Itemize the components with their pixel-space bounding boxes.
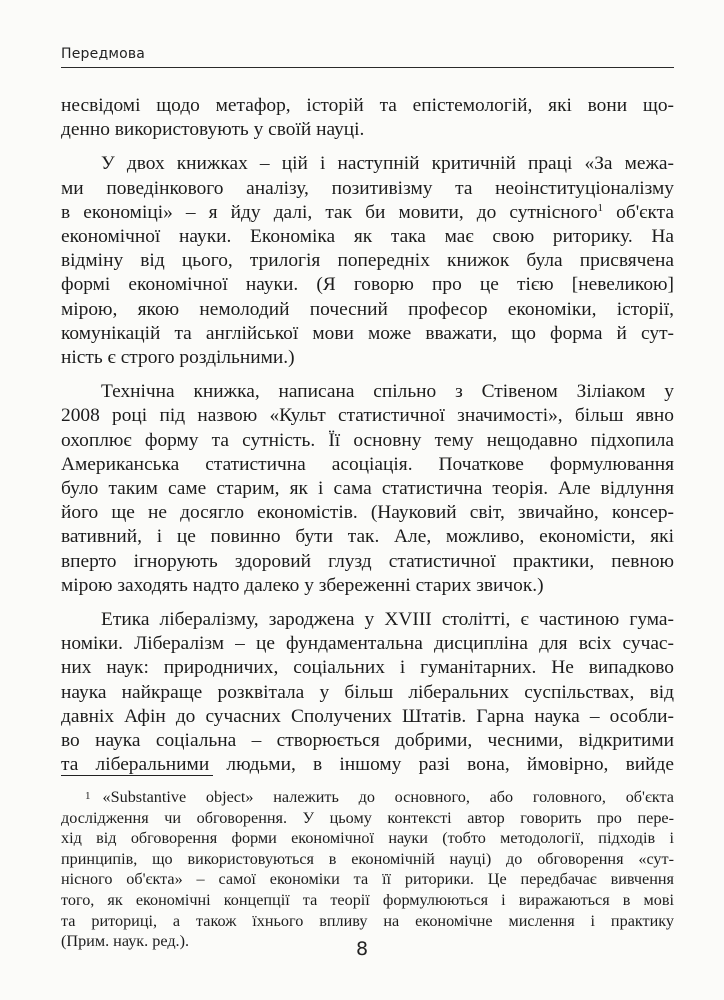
text-line: та ліберальними людьми, в іншому разі вона, ймовірно, вийде xyxy=(61,754,674,776)
text-line: наука найкраще розквітала у більш ліберальних суспільствах, від xyxy=(61,681,674,703)
footnote-line: принципів, що використовуються в економічній науці) до обговорення «сут- xyxy=(61,849,674,868)
footnote-line xyxy=(61,786,674,808)
text-line: вперто ігнорують здоровий глузд статистичної практики, певною xyxy=(61,550,674,572)
line-tail: об'єкта xyxy=(603,201,674,223)
footnote-line-text: «Substantive object» належить до основного, або головного, об'єкта xyxy=(102,788,674,806)
text-line: давніх Афін до сучасних Сполучених Штатів. Гарна наука – особли- xyxy=(61,705,674,727)
text-line: номіки. Лібералізм – це фундаментальна дисципліна для всіх сучас- xyxy=(61,633,674,655)
paragraph-1 xyxy=(61,94,674,142)
text-line: ність є строго роздільними.) xyxy=(61,347,295,369)
footnote-reference[interactable]: 1 xyxy=(597,201,604,214)
footnote-line: нісного об'єкта» – самої економіки та її риторики. Це передбачає вивчення xyxy=(61,870,674,889)
text-line: його ще не досягло економістів. (Науковий світ, звичайно, консер- xyxy=(61,502,674,524)
text-line: формі економічної науки. (Я говорю про це тією [невеликою] xyxy=(61,274,674,296)
text-line: У двох книжках – цій і наступній критичній праці «За межа- xyxy=(101,153,674,175)
footnote-line: (Прим. наук. ред.). xyxy=(61,932,190,951)
paragraph-4 xyxy=(61,608,674,777)
footnote-mark: 1 xyxy=(85,790,91,802)
text-line: мірою заходять надто далеко у збереженні старих звичок.) xyxy=(61,574,544,596)
text-line: несвідомі щодо метафор, історій та епістемологій, які вони що- xyxy=(61,95,674,116)
text-line: Американська статистична асоціація. Початкове формулювання xyxy=(61,453,674,475)
header-rule xyxy=(61,67,674,68)
footnote-separator xyxy=(61,775,213,776)
text-line: во наука соціальна – створюється добрими, чесними, відкритими xyxy=(61,730,674,752)
text-line: економічної науки. Економіка як така має свою риторику. На xyxy=(61,226,674,248)
text-line: відміну від цього, трилогія попередніх книжок була присвячена xyxy=(61,250,674,272)
footnote-line: дослідження чи обговорення. У цьому контексті автор говорить про пере- xyxy=(61,808,674,827)
text-line: Технічна книжка, написана спільно з Стівеном Зіліаком у xyxy=(101,381,674,403)
footnote-line: того, як економічні концепції та теорії формулюються і виражаються в мові xyxy=(61,890,674,909)
footnote xyxy=(61,786,674,952)
footnote-line: та риториці, а також їхнього впливу на економічне мислення і практику xyxy=(61,911,674,930)
text-line: охоплює форму та сутність. Її основну тему нещодавно підхопила xyxy=(61,429,674,451)
text-line: ми поведінкового аналізу, позитивізму та неоінституціоналізму xyxy=(61,177,674,199)
text-line: них наук: природничих, соціальних і гуманітарних. Не випадково xyxy=(61,657,674,679)
text-line: мірою, якою немолодий почесний професор економіки, історії, xyxy=(61,298,674,320)
text-line: вативний, і це повинно бути так. Але, можливо, економісти, які xyxy=(61,526,674,548)
text-line: Етика лібералізму, зароджена у XVIII столітті, є частиною гума- xyxy=(101,609,674,631)
text-line: комунікацій та англійської мови може вважати, що форма й сут- xyxy=(61,322,674,344)
text-line: було таким саме старим, як і сама статистична теорія. Але відлуння xyxy=(61,478,674,500)
line-head: в економіці» – я йду далі, так би мовити, до сутнісного xyxy=(61,201,598,223)
paragraph-3 xyxy=(61,380,674,598)
text-line: 2008 році під назвою «Культ статистичної значимості», більш явно xyxy=(61,405,674,427)
footnote-line: хід від обговорення форми економічної науки (тобто методології, підходів і xyxy=(61,829,674,848)
body-text xyxy=(61,94,674,787)
page-number: 8 xyxy=(355,938,369,960)
text-line-with-footnote xyxy=(61,201,674,225)
paragraph-2 xyxy=(61,152,674,370)
text-line: денно використовують у своїй науці. xyxy=(61,119,365,141)
running-header: Передмова xyxy=(61,46,146,62)
